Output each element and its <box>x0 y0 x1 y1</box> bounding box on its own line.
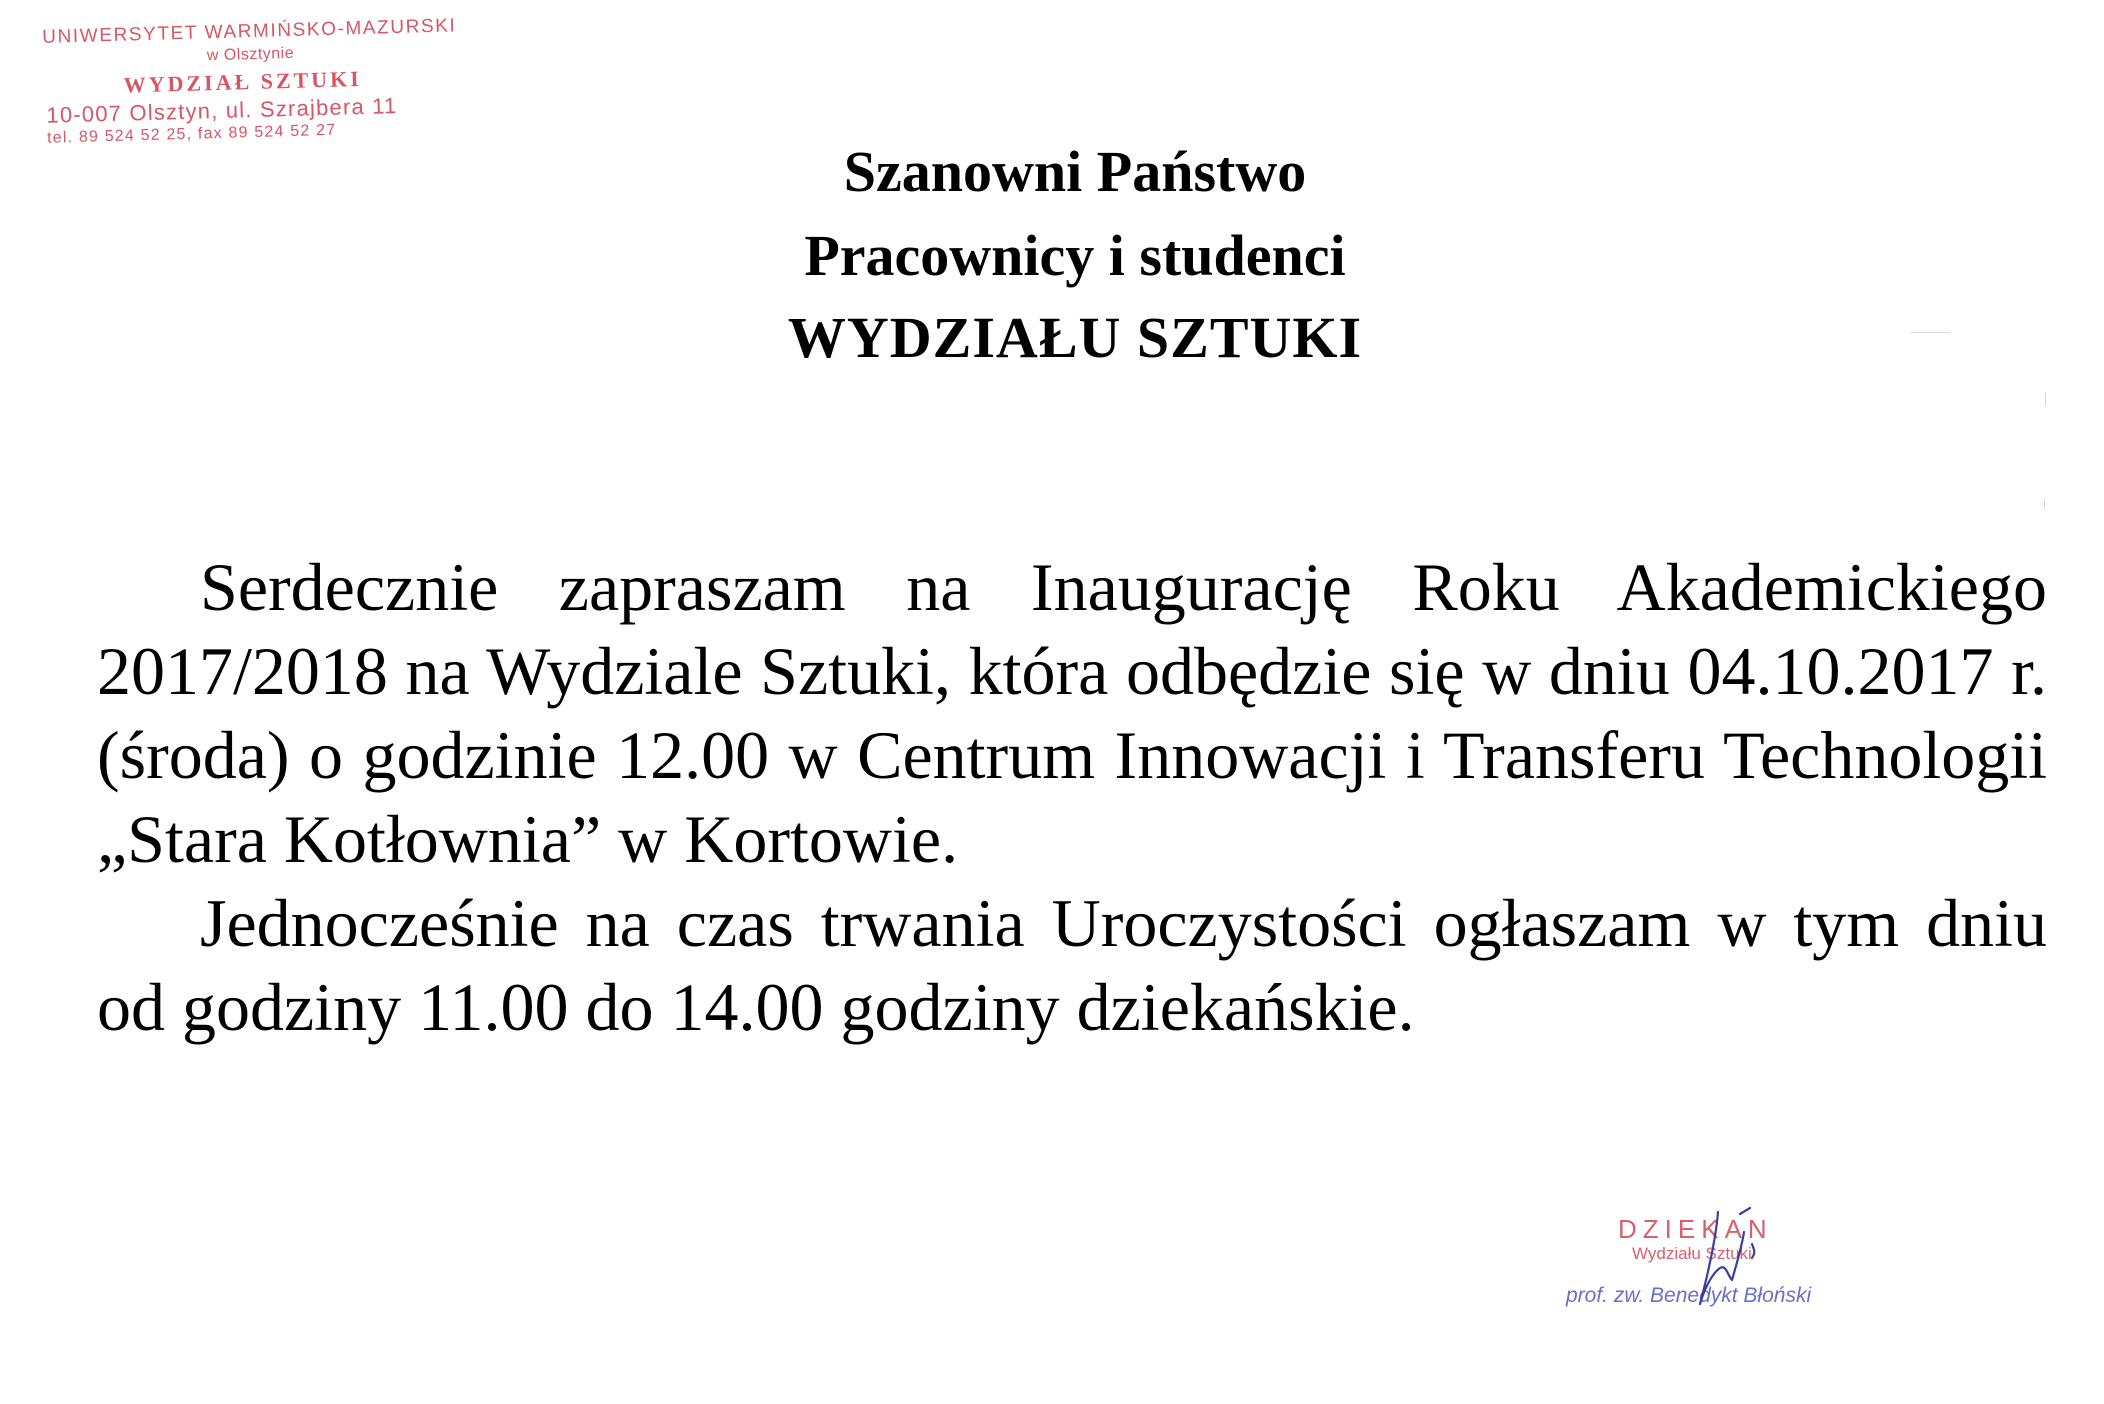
stamp-city: w Olsztynie <box>206 44 295 65</box>
scan-artifact <box>2045 392 2046 406</box>
addressee-line: Pracownicy i studenci <box>804 223 1346 288</box>
dean-title: DZIEKAN <box>1618 1214 1773 1244</box>
stamp-faculty: WYDZIAŁ SZTUKI <box>123 65 363 98</box>
dean-signature-block <box>1540 1206 1880 1316</box>
letter-heading <box>0 128 2104 380</box>
handwritten-signature-icon <box>1670 1206 1790 1316</box>
dean-name: prof. zw. Benedykt Błoński <box>1566 1284 1812 1307</box>
stamp-phone-fax: tel. 89 524 52 25, fax 89 524 52 27 <box>46 121 337 147</box>
letter-body <box>97 545 2047 1049</box>
dean-department: Wydziału Sztuki <box>1632 1244 1752 1263</box>
faculty-line: WYDZIAŁU SZTUKI <box>787 305 1363 370</box>
dean-hours-paragraph: Jednocześnie na czas trwania Uroczystości ogłaszam w tym dniu od godziny 11.00 do 14.00 godziny dziekańskie. <box>97 885 2047 1045</box>
stamp-university-name: UNIWERSYTET WARMIŃSKO-MAZURSKI <box>41 15 457 48</box>
scan-artifact <box>2044 498 2045 510</box>
invitation-paragraph: Serdecznie zapraszam na Inaugurację Roku Akademickiego 2017/2018 na Wydziale Sztuki, która odbędzie się w dniu 04.10.2017 r. (środa) o godzinie 12.00 w Centrum Innowacji i Transferu Technologii „Stara Kotłownia” w Kortowie. <box>97 549 2047 877</box>
greeting-line: Szanowni Państwo <box>843 139 1307 204</box>
stamp-address: 10-007 Olsztyn, ul. Szrajbera 11 <box>46 93 398 128</box>
